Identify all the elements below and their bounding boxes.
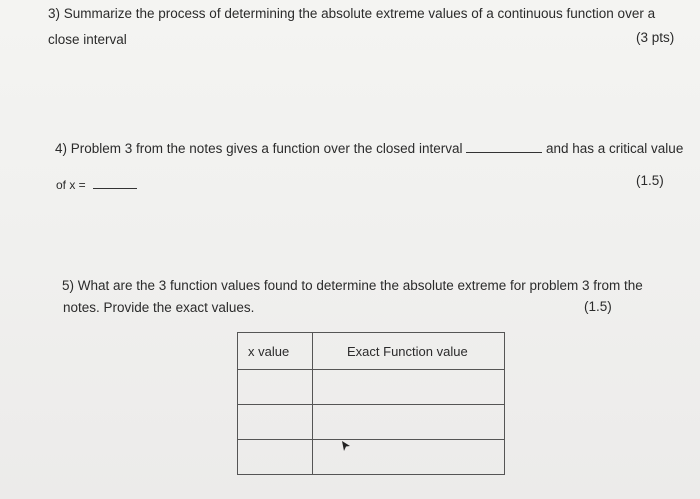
mouse-cursor-icon: [341, 440, 351, 452]
function-values-table: [237, 332, 505, 475]
q3-line2: close interval: [48, 32, 127, 47]
header-exact-function-value: Exact Function value: [313, 333, 505, 370]
q5-line1: 5) What are the 3 function values found to determine the absolute extreme for problem 3 from the: [62, 278, 643, 293]
critical-value-blank[interactable]: [93, 176, 137, 189]
q3-points: (3 pts): [636, 30, 675, 45]
q4-points: (1.5): [636, 173, 664, 188]
header-x-value: x value: [238, 333, 313, 370]
table-row: [238, 405, 505, 440]
x-value-cell[interactable]: [238, 370, 313, 405]
x-value-cell[interactable]: [238, 405, 313, 440]
q3-line1: 3) Summarize the process of determining the absolute extreme values of a continuous function over a: [48, 6, 656, 21]
interval-blank[interactable]: [466, 140, 542, 153]
q4-line2: [56, 176, 137, 192]
table-header-row: [238, 333, 505, 370]
q4-text-after: and has a critical value: [546, 141, 684, 156]
q5-points: (1.5): [584, 299, 612, 314]
function-value-cell[interactable]: [313, 370, 505, 405]
table-row: [238, 370, 505, 405]
x-value-cell[interactable]: [238, 440, 313, 475]
q5-line2: notes. Provide the exact values.: [63, 300, 255, 315]
q4-line1: [55, 140, 683, 156]
table-row: [238, 440, 505, 475]
function-value-cell[interactable]: [313, 405, 505, 440]
q4-text-before: 4) Problem 3 from the notes gives a function over the closed interval: [55, 141, 463, 156]
q4-critical-label: of x =: [56, 178, 86, 192]
